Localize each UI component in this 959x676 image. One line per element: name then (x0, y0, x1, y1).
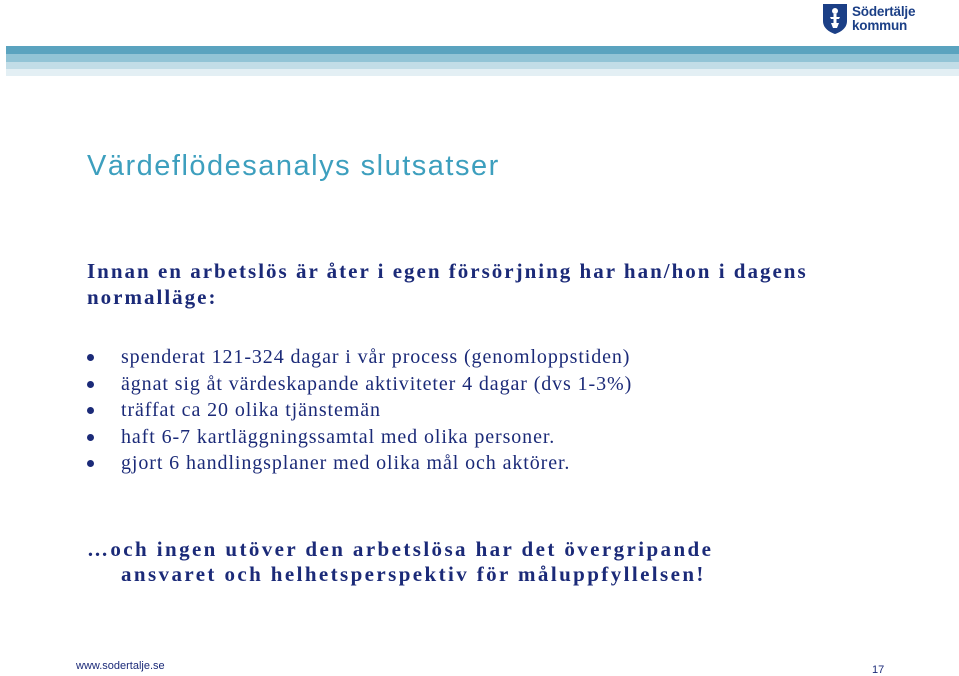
banner-stripe-2 (6, 54, 959, 62)
intro-text: Innan en arbetslös är åter i egen försörjning har han/hon i dagens normalläge: (87, 259, 808, 309)
bullet-item (87, 424, 907, 451)
footer-url: www.sodertalje.se (76, 660, 165, 672)
bullet-text: haft 6-7 kartläggningssamtal med olika personer. (121, 425, 556, 448)
bullet-dot-icon (87, 354, 94, 361)
conclusion-line-2: ansvaret och helhetsperspektiv för måluppfyllelsen! (121, 562, 706, 586)
page-number: 17 (872, 664, 885, 676)
bullet-dot-icon (87, 407, 94, 414)
logo-text (852, 5, 915, 33)
bullet-list (87, 344, 907, 477)
bullet-item (87, 450, 907, 477)
logo-line-1: Södertälje (852, 4, 916, 19)
banner-stripe-4 (6, 69, 959, 76)
bullet-item (87, 344, 907, 371)
logo-line-2: kommun (852, 18, 908, 33)
bullet-text: ägnat sig åt värdeskapande aktiviteter 4 dagar (dvs 1-3%) (121, 372, 633, 395)
bullet-item (87, 371, 907, 398)
slide-title: Värdeflödesanalys slutsatser (87, 150, 500, 182)
bullet-dot-icon (87, 381, 94, 388)
header-banner (6, 46, 959, 76)
bullet-item (87, 397, 907, 424)
banner-stripe-3 (6, 62, 959, 69)
bullet-text: spenderat 121-324 dagar i vår process (genomloppstiden) (121, 346, 631, 368)
shield-icon (822, 3, 848, 35)
bullet-text: träffat ca 20 olika tjänstemän (121, 399, 381, 421)
sodertalje-logo (822, 2, 915, 36)
banner-stripe-1 (6, 46, 959, 54)
bullet-dot-icon (87, 460, 94, 467)
bullet-text: gjort 6 handlingsplaner med olika mål och aktörer. (121, 452, 571, 474)
bullet-dot-icon (87, 434, 94, 441)
conclusion-text (87, 537, 887, 587)
conclusion-line-1: …och ingen utöver den arbetslösa har det övergripande (87, 537, 714, 561)
